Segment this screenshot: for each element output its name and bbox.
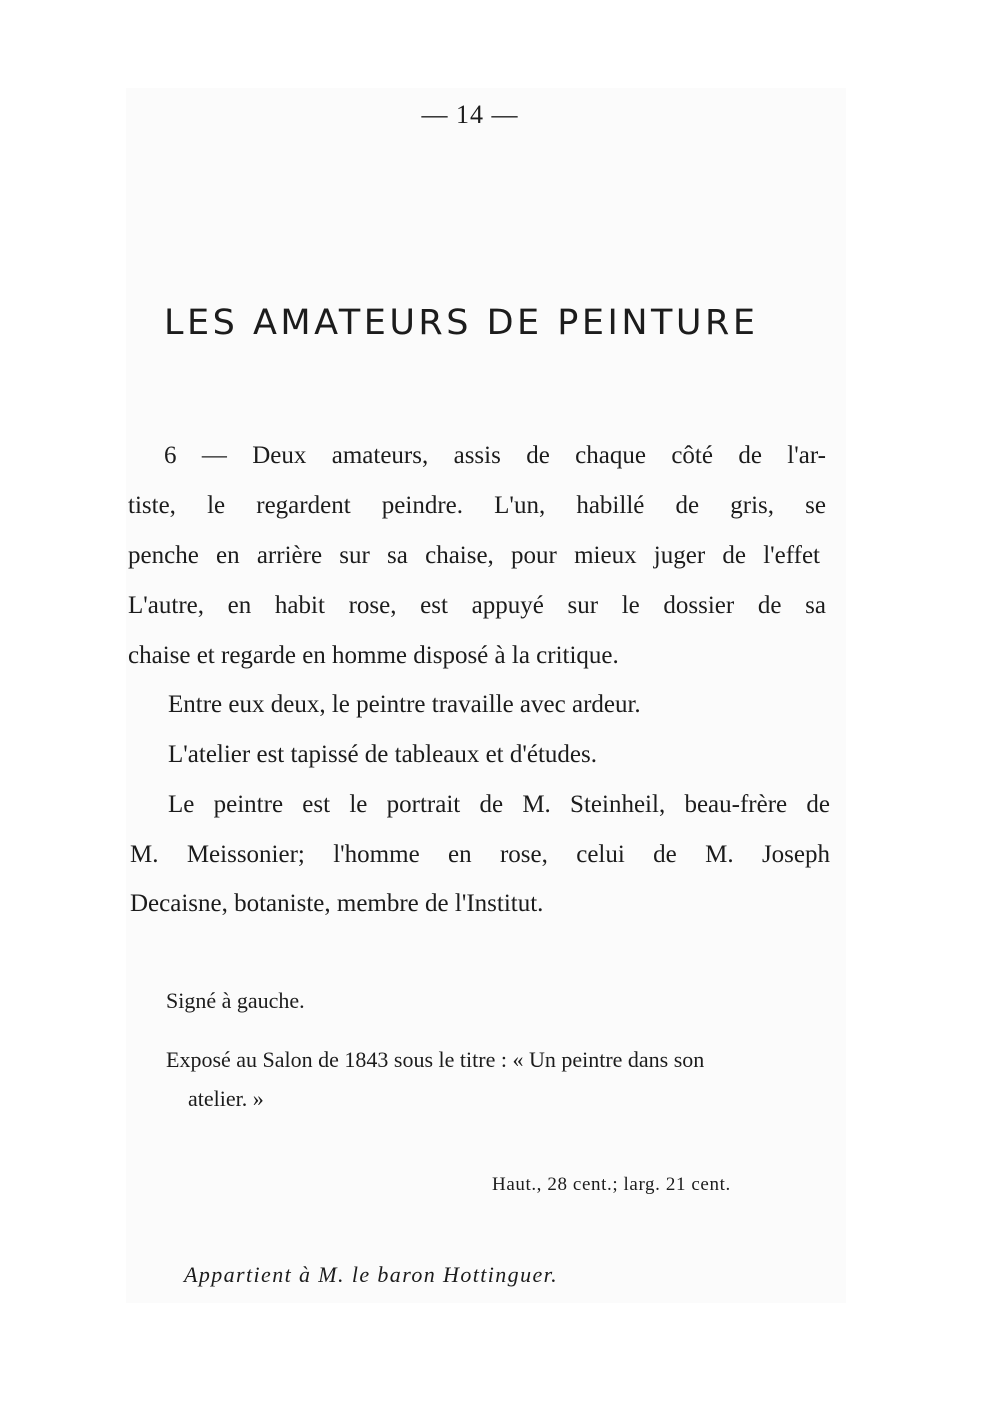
entry-line: L'atelier est tapissé de tableaux et d'études. — [168, 741, 597, 768]
entry-line: Decaisne, botaniste, membre de l'Institut. — [130, 890, 544, 917]
entry-line: tiste, le regardent peindre. L'un, habillé de gris, se — [128, 492, 826, 519]
entry-line: Le peintre est le portrait de M. Steinheil, beau-frère de — [168, 791, 830, 818]
signature-note: Signé à gauche. — [166, 988, 305, 1013]
entry-line: M. Meissonier; l'homme en rose, celui de M. Joseph — [130, 841, 830, 868]
entry-line: penche en arrière sur sa chaise, pour mieux juger de l'effet — [128, 542, 820, 569]
section-title: LES AMATEURS DE PEINTURE — [164, 303, 759, 343]
entry-line: Entre eux deux, le peintre travaille avec ardeur. — [168, 691, 641, 718]
dimensions: Haut., 28 cent.; larg. 21 cent. — [492, 1174, 731, 1195]
owner-line: Appartient à M. le baron Hottinguer. — [184, 1262, 559, 1287]
entry-line: 6 — Deux amateurs, assis de chaque côté de l'ar- — [164, 442, 826, 469]
page-number: — 14 — — [421, 100, 519, 129]
exhibition-note-continued: atelier. » — [188, 1086, 264, 1111]
entry-line: L'autre, en habit rose, est appuyé sur le dossier de sa — [128, 592, 826, 619]
entry-line: chaise et regarde en homme disposé à la critique. — [128, 642, 619, 669]
exhibition-note: Exposé au Salon de 1843 sous le titre : « Un peintre dans son — [166, 1047, 705, 1072]
